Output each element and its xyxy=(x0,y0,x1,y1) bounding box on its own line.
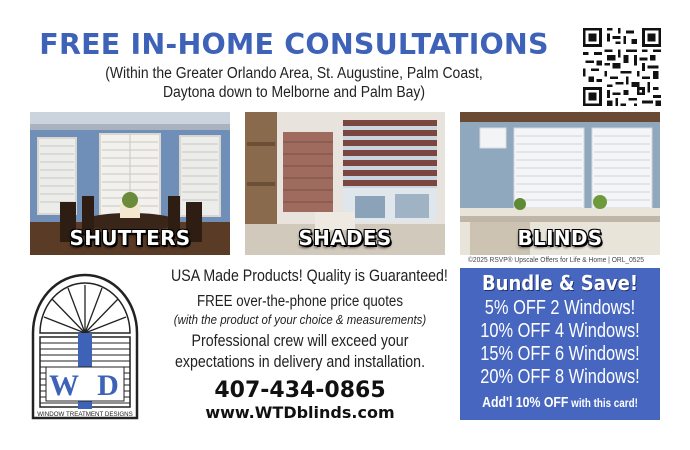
additional-discount-note: with this card! xyxy=(568,396,638,410)
crew-message-1: Professional crew will exceed your xyxy=(191,332,409,350)
service-area-line-1: (Within the Greater Orlando Area, St. Augustine, Palm Coast, xyxy=(105,65,483,82)
blinds-label: BLINDS xyxy=(517,226,603,250)
copyright-notice: ©2025 RSVP® Upscale Offers for Life & Home | ORL_0525 xyxy=(468,257,644,264)
crew-message-2: expectations in delivery and installation. xyxy=(174,353,426,371)
offer-item: 20% OFF 8 Windows! xyxy=(480,366,640,388)
logo-caption: WINDOW TREATMENT DESIGNS xyxy=(37,411,133,418)
qr-code-icon[interactable] xyxy=(583,28,661,106)
headline: FREE IN-HOME CONSULTATIONS xyxy=(39,28,549,61)
additional-discount-main: Add'l 10% OFF xyxy=(482,394,569,411)
shades-label: SHADES xyxy=(298,226,392,250)
bundle-offer-box xyxy=(460,268,660,420)
service-area-line-2: Daytona down to Melborne and Palm Bay) xyxy=(162,84,426,101)
blinds-photo xyxy=(460,112,660,255)
offer-item: 10% OFF 4 Windows! xyxy=(480,320,640,342)
offer-item: 15% OFF 6 Windows! xyxy=(480,343,640,365)
quality-message: USA Made Products! Quality is Guaranteed! xyxy=(171,267,448,285)
shutters-label: SHUTTERS xyxy=(69,226,191,250)
logo-letter-w: W xyxy=(49,369,79,402)
price-quote-note: (with the product of your choice & measurements) xyxy=(173,312,427,327)
website-link[interactable]: www.WTDblinds.com xyxy=(205,403,395,422)
bundle-title: Bundle & Save! xyxy=(481,271,639,295)
logo-letter-d: D xyxy=(97,369,119,402)
window-treatment-designs-logo xyxy=(30,271,140,421)
phone-number[interactable]: 407-434-0865 xyxy=(214,378,386,403)
offer-item: 5% OFF 2 Windows! xyxy=(484,297,636,319)
price-quote-message: FREE over-the-phone price quotes xyxy=(197,293,403,310)
shades-photo xyxy=(245,112,445,255)
additional-discount xyxy=(478,394,642,411)
shutters-photo xyxy=(30,112,230,255)
